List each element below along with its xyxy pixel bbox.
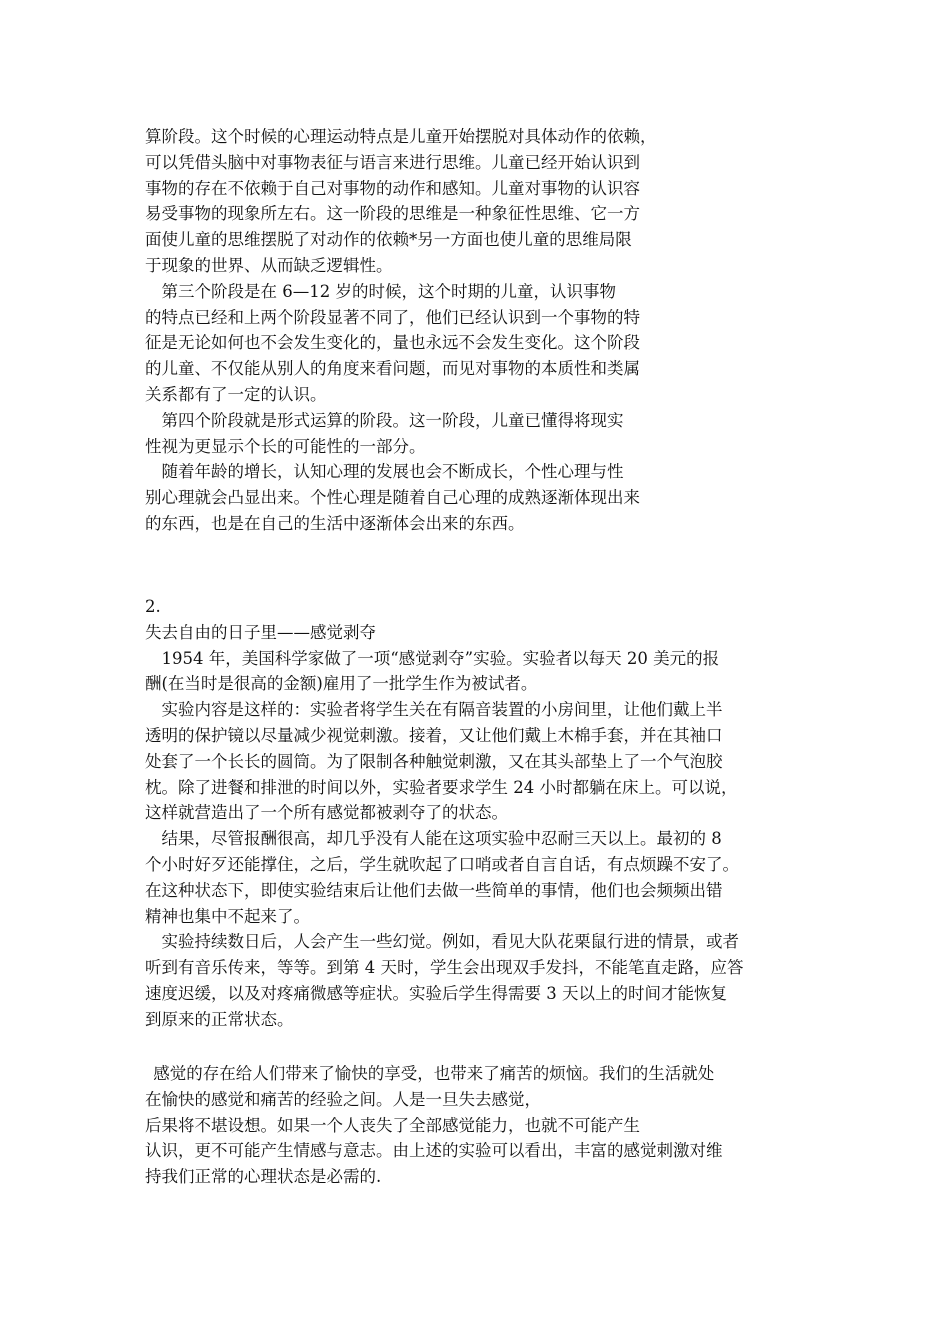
text-line: 面使儿童的思维摆脱了对动作的依赖*另一方面也使儿童的思维局限 (145, 230, 632, 250)
text-line: 于现象的世界、从而缺乏逻辑性。 (145, 255, 393, 275)
text-line: 第三个阶段是在 6—12 岁的时候，这个时期的儿童，认识事物 (145, 281, 616, 301)
text-line: 别心理就会凸显出来。个性心理是随着自己心理的成熟逐渐体现出来 (145, 488, 640, 508)
text-line: 的东西，也是在自己的生活中逐渐体会出来的东西。 (145, 513, 525, 533)
text-line: 个小时好歹还能撑住，之后，学生就吹起了口哨或者自言自话，有点烦躁不安了。 (145, 854, 739, 874)
text-line: 枕。除了进餐和排泄的时间以外，实验者要求学生 24 小时都躺在床上。可以说， (145, 777, 738, 797)
text-line: 精神也集中不起来了。 (145, 906, 310, 926)
text-line: 在这种状态下，即使实验结束后让他们去做一些简单的事情，他们也会频频出错 (145, 880, 723, 900)
text-line: 性视为更显示个长的可能性的一部分。 (145, 436, 426, 456)
text-line: 随着年龄的增长，认知心理的发展也会不断成长，个性心理与性 (145, 462, 624, 482)
text-line: 关系都有了一定的认识。 (145, 384, 327, 404)
text-line: 的儿童、不仅能从别人的角度来看问题，而见对事物的本质性和类属 (145, 359, 640, 379)
text-line: 算阶段。这个时候的心理运动特点是儿童开始摆脱对具体动作的依赖， (145, 127, 657, 146)
paragraph-block-cognitive-stages (145, 124, 657, 537)
text-line: 实验持续数日后，人会产生一些幻觉。例如，看见大队花栗鼠行进的情景，或者 (145, 932, 739, 952)
section-number: 2. (145, 597, 161, 616)
text-line: 第四个阶段就是形式运算的阶段。这一阶段，儿童已懂得将现实 (145, 410, 624, 430)
text-line: 速度迟缓，以及对疼痛微感等症状。实验后学生得需要 3 天以上的时间才能恢复 (145, 983, 727, 1003)
paragraph-block-conclusion (145, 1061, 723, 1190)
text-line: 征是无论如何也不会发生变化的，量也永远不会发生变化。这个阶段 (145, 333, 640, 353)
text-line: 易受事物的现象所左右。这一阶段的思维是一种象征性思维、它一方 (145, 204, 640, 224)
text-line: 处套了一个长长的圆筒。为了限制各种触觉刺激，又在其头部垫上了一个气泡胶 (145, 751, 723, 771)
text-line: 可以凭借头脑中对事物表征与语言来进行思维。儿童已经开始认识到 (145, 152, 640, 172)
text-line: 的特点已经和上两个阶段显著不同了，他们已经认识到一个事物的特 (145, 307, 640, 327)
text-line: 透明的保护镜以尽量减少视觉刺激。接着，又让他们戴上木棉手套，并在其袖口 (145, 725, 723, 745)
text-line: 认识，更不可能产生情感与意志。由上述的实验可以看出，丰富的感觉刺激对维 (145, 1141, 723, 1161)
section-title: 失去自由的日子里——感觉剥夺 (145, 622, 376, 642)
text-line: 持我们正常的心理状态是必需的. (145, 1167, 382, 1187)
text-line: 事物的存在不依赖于自己对事物的动作和感知。儿童对事物的认识容 (145, 178, 640, 198)
text-line: 到原来的正常状态。 (145, 1009, 294, 1029)
text-line: 酬(在当时是很高的金额)雇用了一批学生作为被试者。 (145, 674, 538, 694)
text-line: 1954 年，美国科学家做了一项“感觉剥夺”实验。实验者以每天 20 美元的报 (145, 648, 720, 668)
text-line: 结果，尽管报酬很高，却几乎没有人能在这项实验中忍耐三天以上。最初的 8 (145, 829, 722, 849)
text-line: 实验内容是这样的：实验者将学生关在有隔音装置的小房间里，让他们戴上半 (145, 700, 723, 720)
text-line: 在愉快的感觉和痛苦的经验之间。人是一旦失去感觉， (145, 1089, 541, 1109)
text-line: 听到有音乐传来，等等。到第 4 天时，学生会出现双手发抖，不能笔直走路，应答 (145, 958, 744, 978)
section-sensory-deprivation (145, 594, 744, 1033)
text-line: 这样就营造出了一个所有感觉都被剥夺了的状态。 (145, 803, 508, 823)
text-line: 后果将不堪设想。如果一个人丧失了全部感觉能力，也就不可能产生 (145, 1115, 640, 1135)
text-line: 感觉的存在给人们带来了愉快的享受，也带来了痛苦的烦恼。我们的生活就处 (145, 1064, 715, 1083)
